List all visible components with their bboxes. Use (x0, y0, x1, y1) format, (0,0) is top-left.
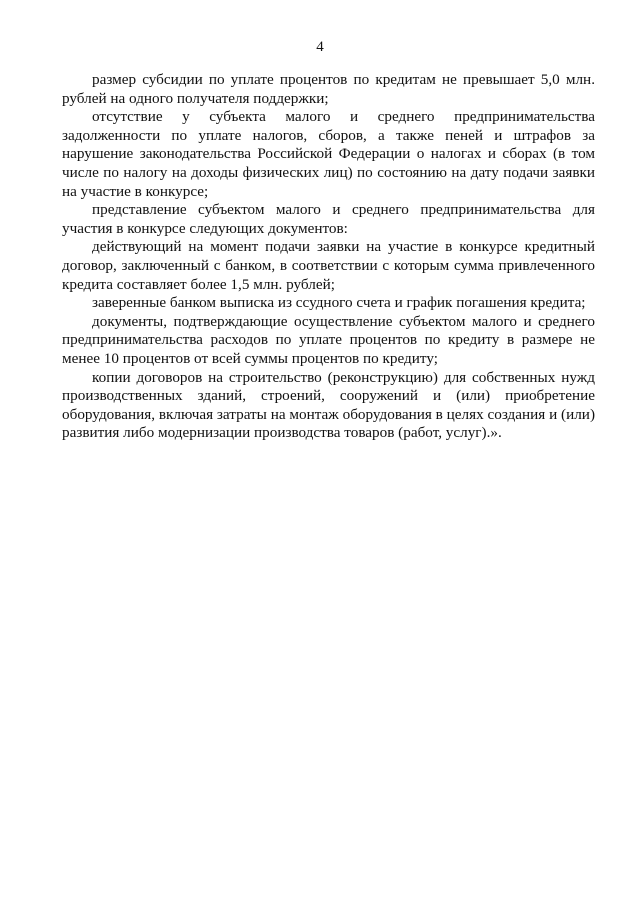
paragraph-no-tax-debt: отсутствие у субъекта малого и среднего предпринимательства задолженности по уплате налогов, сборов, а также пеней и штрафов за нарушение законодательства Российской Федерации о налогах и сборах (в том числе по налогу на доходы физических лиц) по состоянию на дату подачи заявки на участие в конкурсе; (62, 108, 595, 200)
page-number: 4 (316, 39, 324, 55)
paragraph-subsidy-limit: размер субсидии по уплате процентов по кредитам не превышает 5,0 млн. рублей на одного получателя поддержки; (62, 71, 595, 107)
document-body (62, 71, 595, 443)
paragraph-construction-contracts: копии договоров на строительство (реконструкцию) для собственных нужд производственных зданий, строений, сооружений и (или) приобретение оборудования, включая затраты на монтаж оборудования в целях создания и (или) развития либо модернизации производства товаров (работ, услуг).». (62, 368, 595, 442)
paragraph-interest-payment-docs: документы, подтверждающие осуществление субъектом малого и среднего предпринимательства расходов по уплате процентов по кредиту в размере не менее 10 процентов от всей суммы процентов по кредиту; (62, 312, 595, 367)
paragraph-documents-intro: представление субъектом малого и среднего предпринимательства для участия в конкурсе следующих документов: (62, 201, 595, 237)
paragraph-bank-statement: заверенные банком выписка из ссудного счета и график погашения кредита; (92, 294, 586, 312)
paragraph-credit-agreement: действующий на момент подачи заявки на участие в конкурсе кредитный договор, заключенный с банком, в соответствии с которым сумма привлеченного кредита составляет более 1,5 млн. рублей; (62, 238, 595, 293)
